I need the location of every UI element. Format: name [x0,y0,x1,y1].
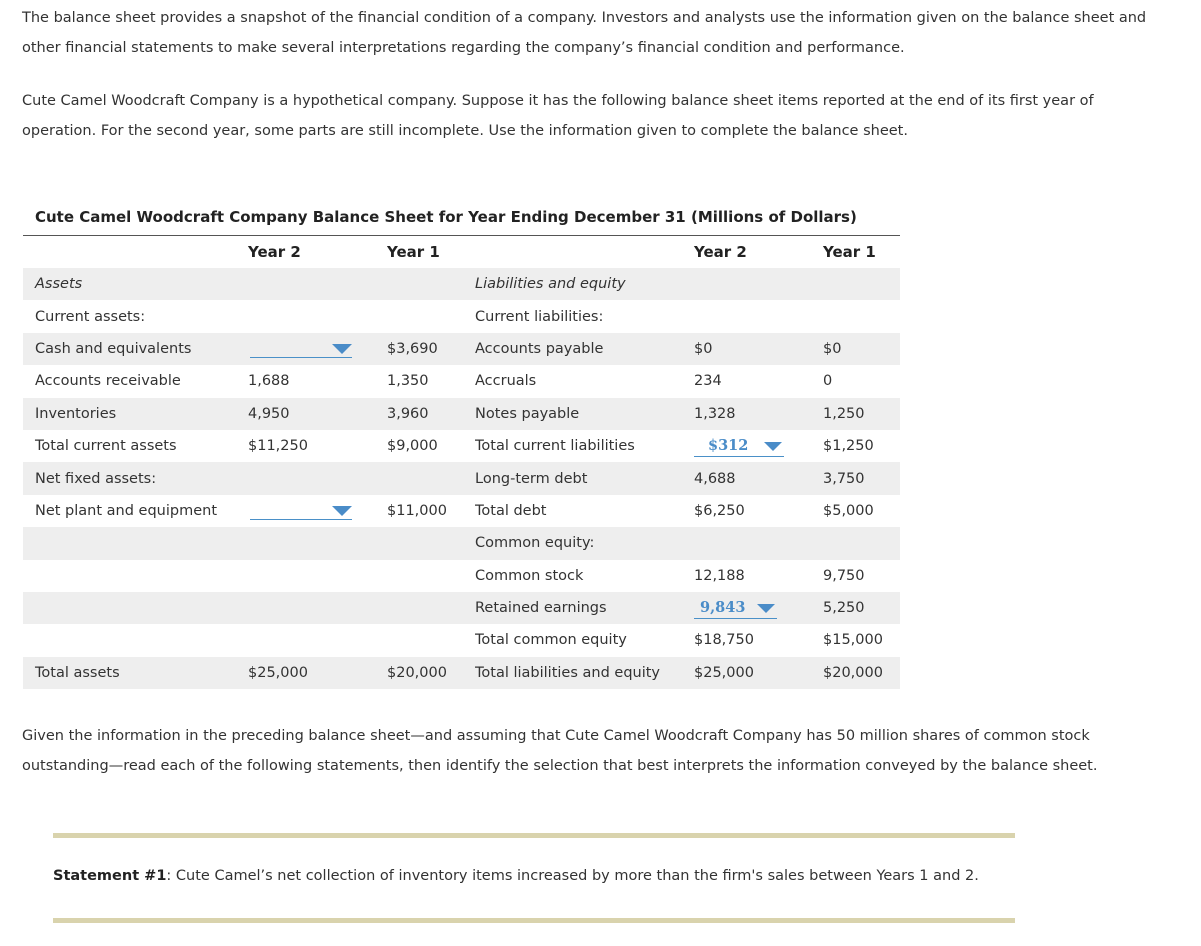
dropdown-arrow-icon[interactable] [332,344,352,354]
cell [245,527,387,559]
row-label: Current liabilities: [475,308,604,325]
statement-box [53,833,1015,923]
cell [245,462,387,494]
cell [387,268,475,300]
dropdown-selected-value: $312 [708,436,749,454]
cash-year2-dropdown-cell [245,333,387,365]
cell-value: $25,000 [692,657,821,689]
total-current-liabilities-cell [692,430,821,462]
question-paragraph: Given the information in the preceding balance sheet—and assuming that Cute Camel Woodcraft Company has 50 million shares of common stock outstanding—read each of the following statements, then identify the selection that best interprets the information conveyed by the balance sheet. [22,728,1098,774]
statement-label: Statement #1 [53,868,167,884]
cell-value: 234 [694,373,722,390]
cell-value: 3,960 [387,398,475,430]
intro-paragraph-1: The balance sheet provides a snapshot of the financial condition of a company. Investors and analysts use the information given on the balance sheet and other financial statements to make several interpretations regarding the company’s financial condition and performance. [22,10,1147,56]
cell [692,268,821,300]
header-blank-2 [475,236,692,268]
table-row [23,560,900,592]
header-year1-assets: Year 1 [387,243,440,261]
header-year2-assets: Year 2 [248,243,301,261]
row-label: Total common equity [475,632,627,649]
cell [245,300,387,332]
statement-text: : Cute Camel’s net collection of inventory items increased by more than the firm's sales between Years 1 and 2. [166,868,979,884]
cell [821,268,900,300]
row-label: Common equity: [475,527,692,559]
table-row [23,365,900,397]
balance-sheet-title: Cute Camel Woodcraft Company Balance Sheet for Year Ending December 31 (Millions of Dollars) [35,208,857,226]
dropdown-arrow-icon[interactable] [757,604,775,613]
dropdown-selected-value: 9,843 [700,598,746,616]
table-row [23,495,900,527]
cell-value: 1,350 [387,373,429,390]
net-plant-year2-dropdown-cell [245,495,387,527]
cell-value: 0 [823,373,833,390]
intro-paragraph-2: Cute Camel Woodcraft Company is a hypothetical company. Suppose it has the following balance sheet items reported at the end of its first year of operation. For the second year, some parts are still incomplete. Use the information given to complete the balance sheet. [22,93,1094,139]
row-label: Current assets: [35,308,146,325]
row-label: Total debt [475,502,547,519]
row-label: Cash and equivalents [23,333,245,365]
row-label: Inventories [23,398,245,430]
table-row [23,398,900,430]
cell [23,527,245,559]
cell [23,624,245,656]
cell-value: 3,750 [821,462,900,494]
table-row [23,592,900,624]
statement-1 [53,868,979,884]
table-row [23,527,900,559]
cell [387,462,475,494]
row-label: Long-term debt [475,462,692,494]
cash-year2-dropdown[interactable] [250,339,352,358]
header-row [23,236,900,268]
row-label: Notes payable [475,398,692,430]
cell-value: 1,328 [692,398,821,430]
liabilities-heading: Liabilities and equity [475,268,692,300]
cell-value: $0 [692,333,821,365]
balance-sheet-table [23,236,900,689]
table-row [23,430,900,462]
cell [821,300,900,332]
row-label: Total current liabilities [475,438,635,455]
total-current-liabilities-dropdown[interactable] [694,436,784,457]
cell [387,300,475,332]
row-label: Accruals [475,373,537,390]
cell [692,527,821,559]
cell-value: $0 [821,333,900,365]
cell-value: $25,000 [245,657,387,689]
row-label: Accounts payable [475,333,692,365]
table-row [23,268,900,300]
cell-value: $15,000 [823,632,883,649]
row-label: Net fixed assets: [23,462,245,494]
cell [821,527,900,559]
cell [245,560,387,592]
cell [245,592,387,624]
header-year2-liabilities: Year 2 [694,243,747,261]
retained-earnings-dropdown[interactable] [694,598,777,619]
row-label: Total liabilities and equity [475,657,692,689]
dropdown-arrow-icon[interactable] [332,506,352,516]
cell-value: $9,000 [387,438,438,455]
row-label: Retained earnings [475,592,692,624]
cell-value: 4,950 [245,398,387,430]
cell-value: 4,688 [692,462,821,494]
table-row [23,462,900,494]
dropdown-arrow-icon[interactable] [764,442,782,451]
cell-value: $3,690 [387,333,475,365]
table-row [23,300,900,332]
table-row [23,624,900,656]
cell-value: 9,750 [823,567,865,584]
row-label: Total current assets [35,438,177,455]
net-plant-year2-dropdown[interactable] [250,501,352,520]
cell-value: $20,000 [821,657,900,689]
cell-value: 12,188 [694,567,745,584]
cell-value: $20,000 [387,657,475,689]
cell-value: $11,250 [248,438,308,455]
cell-value: $5,000 [823,502,874,519]
assets-heading: Assets [23,268,245,300]
cell [387,560,475,592]
cell [692,300,821,332]
cell [387,527,475,559]
header-blank [23,236,245,268]
table-row [23,333,900,365]
retained-earnings-cell [692,592,821,624]
cell-value: 1,688 [248,373,290,390]
row-label: Common stock [475,567,584,584]
cell [387,592,475,624]
cell-value: 5,250 [821,592,900,624]
cell-value: 1,250 [821,398,900,430]
cell [245,624,387,656]
cell [23,592,245,624]
row-label: Accounts receivable [35,373,181,390]
row-label: Net plant and equipment [35,502,218,519]
cell [387,624,475,656]
cell [23,560,245,592]
cell-value: $1,250 [823,438,874,455]
cell-value: $18,750 [694,632,754,649]
header-year1-liabilities: Year 1 [823,243,876,261]
cell-value: $6,250 [694,502,745,519]
cell [245,268,387,300]
cell-value: $11,000 [387,502,447,519]
row-label: Total assets [23,657,245,689]
table-row [23,657,900,689]
